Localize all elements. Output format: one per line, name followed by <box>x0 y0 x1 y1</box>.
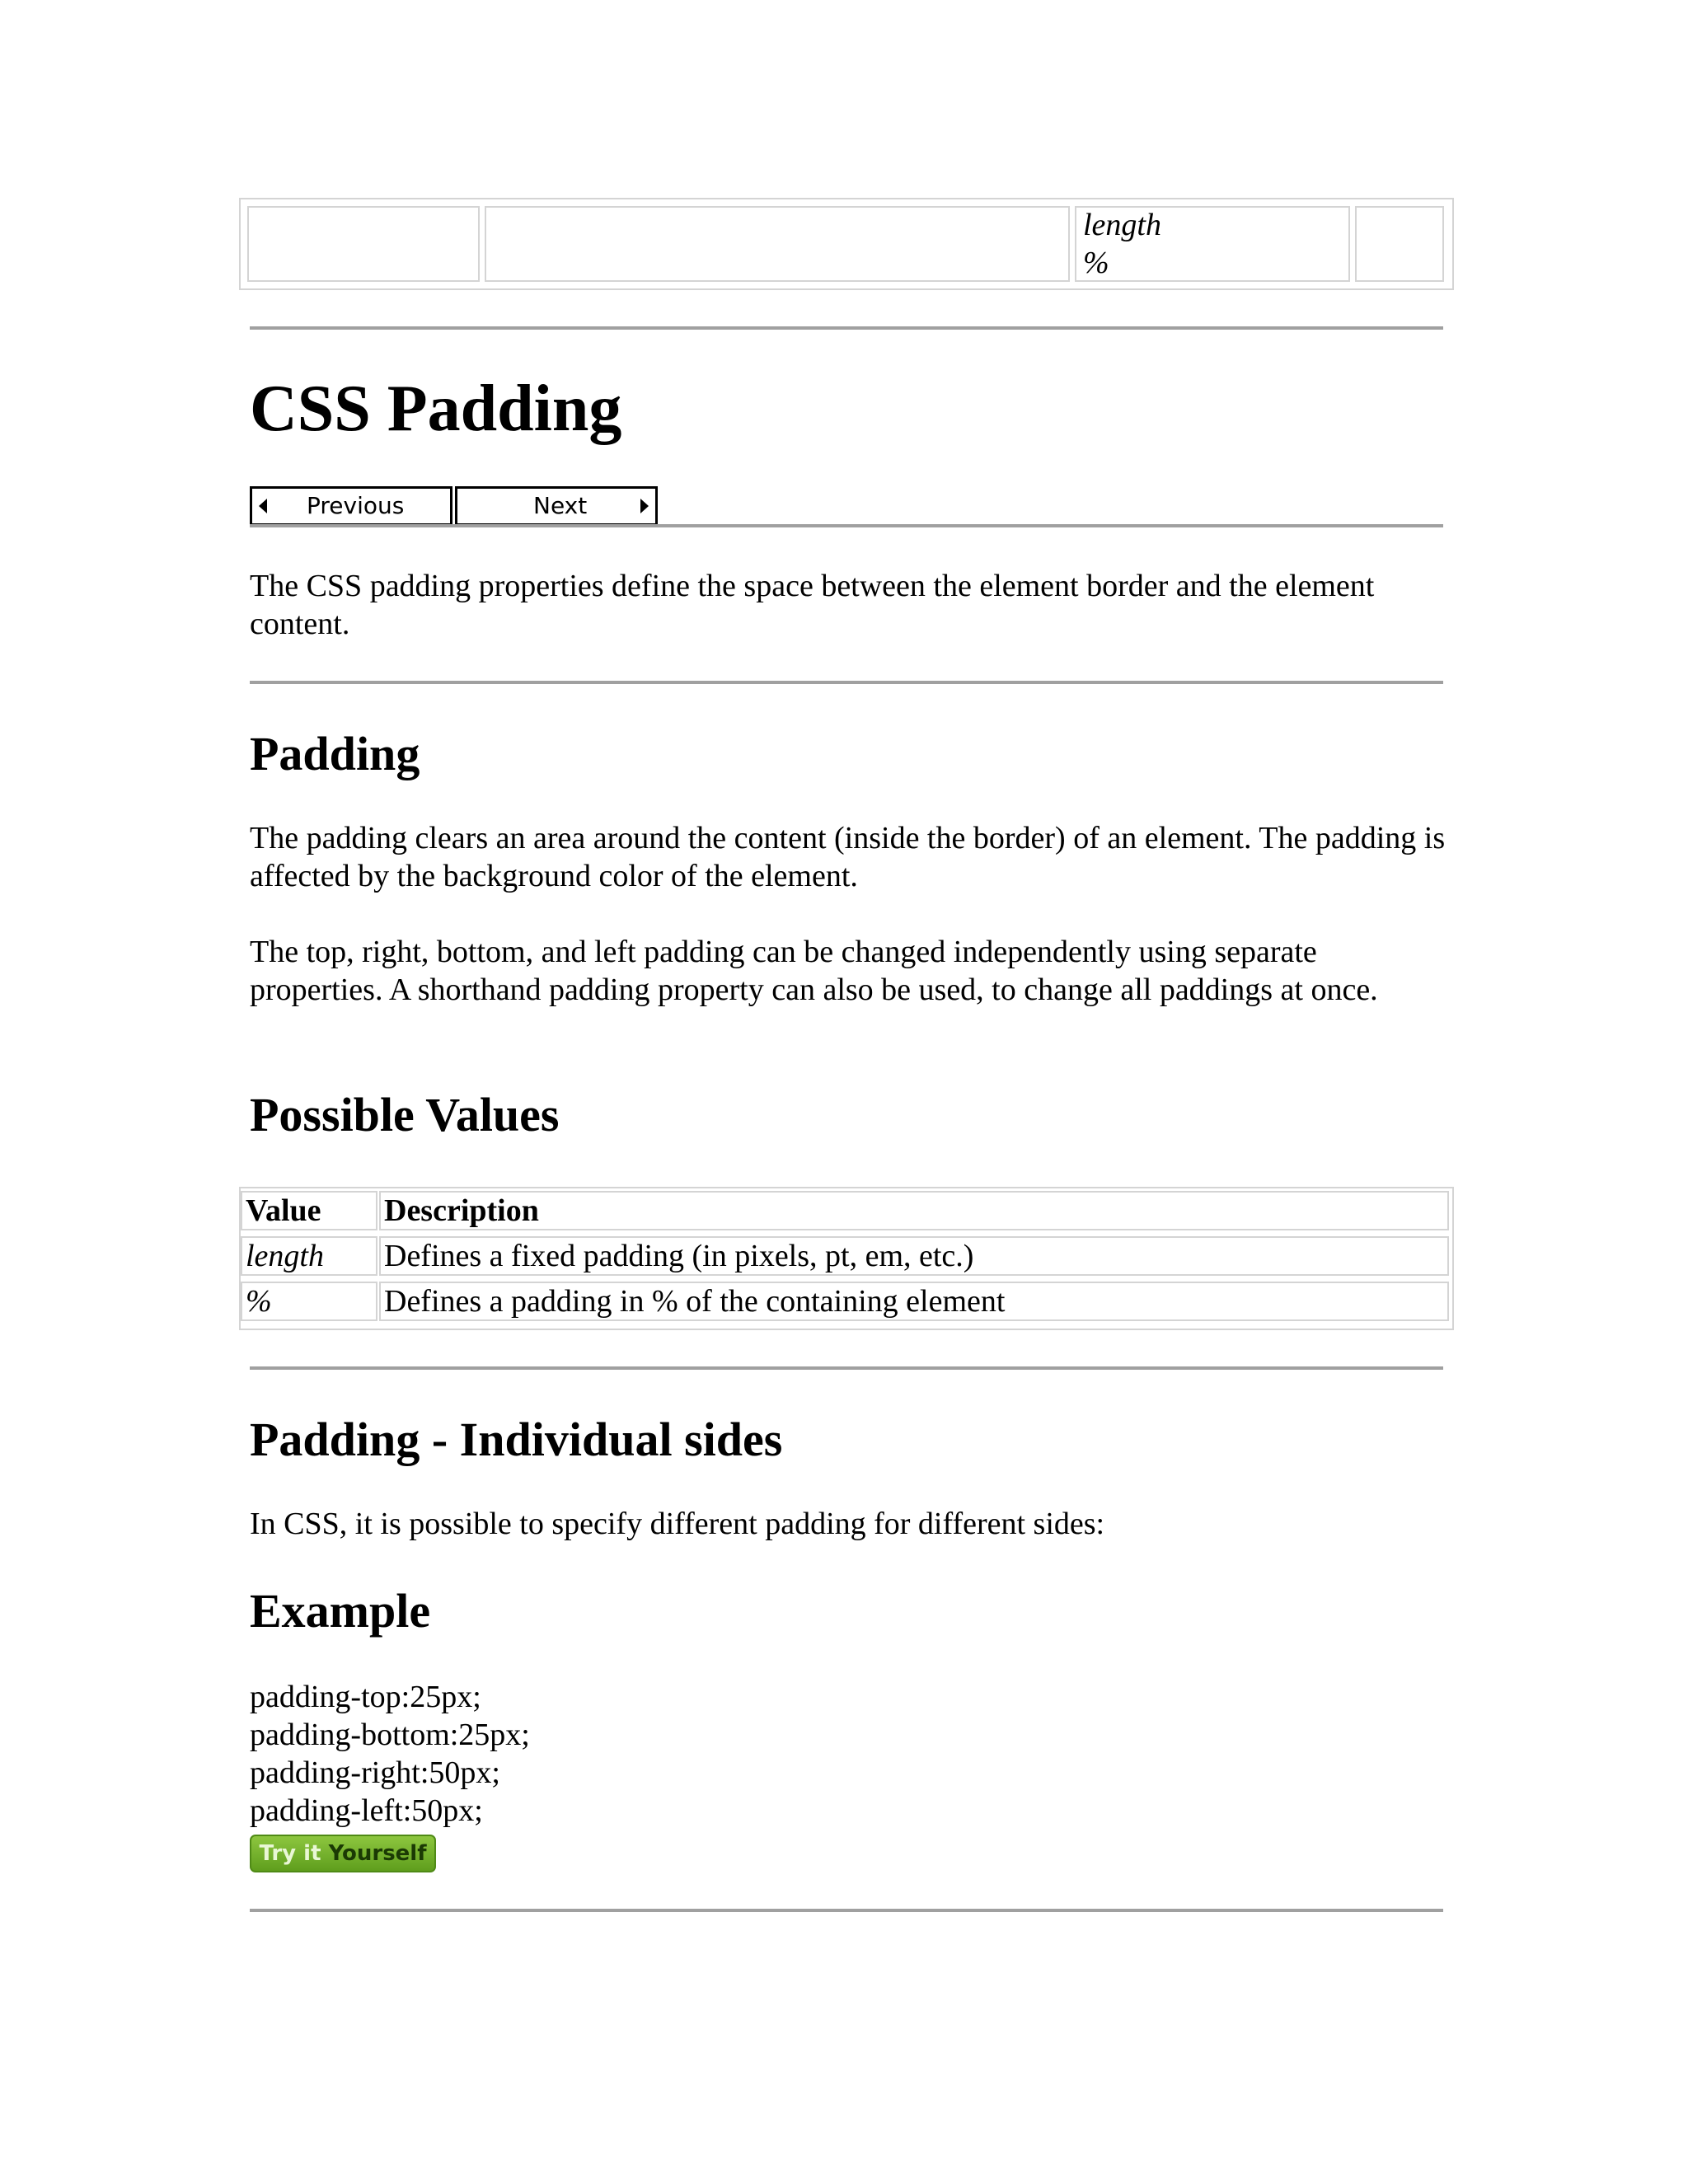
padding-paragraph-2: The top, right, bottom, and left padding can be changed independently using separate properties. A shorthand padding property can also be used, to change all paddings at once. <box>250 935 1378 1007</box>
fragment-line: % <box>1083 246 1109 280</box>
horizontal-rule <box>250 326 1443 330</box>
code-line: padding-top:25px; <box>250 1680 481 1714</box>
previous-label: Previous <box>307 492 405 519</box>
example-heading: Example <box>250 1584 431 1638</box>
fragment-cell-text <box>1083 206 1161 282</box>
table-header-description: Description <box>379 1191 1449 1230</box>
next-label: Next <box>533 492 588 519</box>
horizontal-rule <box>250 1909 1443 1912</box>
fragment-cell <box>485 206 1070 282</box>
individual-sides-paragraph: In CSS, it is possible to specify different padding for different sides: <box>250 1507 1105 1541</box>
horizontal-rule <box>250 681 1443 684</box>
next-button[interactable] <box>455 486 658 526</box>
padding-paragraph-1: The padding clears an area around the content (inside the border) of an element. The padding is affected by the background color of the element. <box>250 821 1446 893</box>
fragment-line: length <box>1083 208 1161 242</box>
horizontal-rule <box>250 524 1443 527</box>
page-title: CSS Padding <box>250 373 622 445</box>
table-header-value: Value <box>241 1191 377 1230</box>
table-cell-value: % <box>241 1282 377 1321</box>
individual-sides-heading: Padding - Individual sides <box>250 1413 783 1466</box>
code-line: padding-bottom:25px; <box>250 1718 530 1752</box>
horizontal-rule <box>250 1366 1443 1370</box>
try-it-yourself-button[interactable] <box>250 1835 436 1872</box>
try-button-label-part2: Yourself <box>328 1841 427 1866</box>
possible-values-heading: Possible Values <box>250 1088 560 1141</box>
fragment-cell <box>247 206 480 282</box>
try-button-label-part1: Try it <box>259 1841 321 1866</box>
arrow-left-icon <box>259 499 267 513</box>
code-line: padding-left:50px; <box>250 1793 483 1828</box>
intro-paragraph: The CSS padding properties define the space between the element border and the element content. <box>250 569 1375 641</box>
fragment-table <box>239 198 1454 290</box>
previous-button[interactable] <box>250 486 452 526</box>
fragment-cell <box>1355 206 1444 282</box>
arrow-right-icon <box>640 499 649 513</box>
table-cell-value: length <box>241 1236 377 1276</box>
code-line: padding-right:50px; <box>250 1755 500 1790</box>
table-cell-description: Defines a padding in % of the containing element <box>379 1282 1449 1321</box>
table-cell-description: Defines a fixed padding (in pixels, pt, em, etc.) <box>379 1236 1449 1276</box>
padding-heading: Padding <box>250 727 420 780</box>
